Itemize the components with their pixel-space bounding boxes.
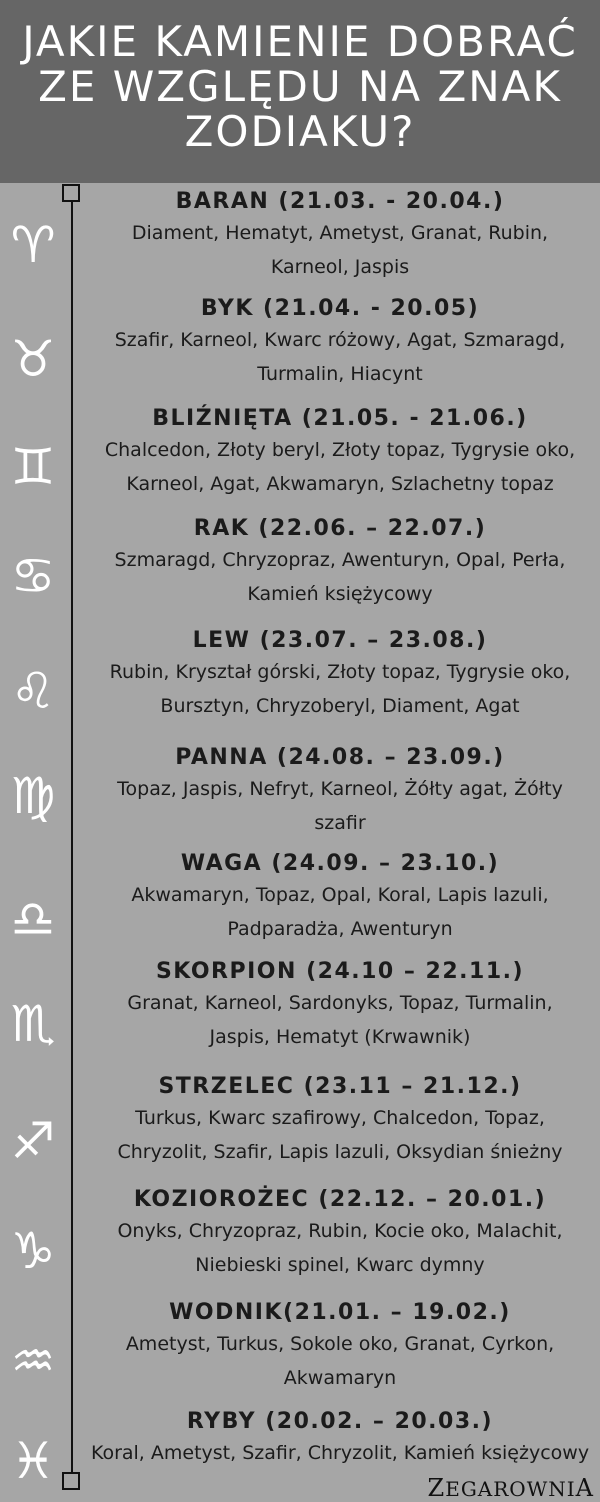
entry-stones-line-2: Padparadża, Awenturyn [227,918,453,940]
libra-icon: ♎ [10,890,56,948]
entry-stones-line-1: Koral, Ametyst, Szafir, Chryzolit, Kamień księżycowy [90,1442,590,1464]
entry-ryby [80,1408,600,1470]
entry-stones-line-1: Szmaragd, Chryzopraz, Awenturyn, Opal, Perła, [114,549,566,571]
brand-letters-middle: EGAROWNI [445,1477,576,1501]
header-banner [0,0,600,183]
entry-title: LEW (23.07. – 23.08.) [192,628,488,653]
entry-stones-line-1: Rubin, Kryształ górski, Złoty topaz, Tygrysie oko, [109,661,571,683]
cancer-icon: ♋ [10,547,56,605]
entry-stones-line-2: Kamień księżycowy [247,583,433,605]
timeline-line [71,192,73,1482]
entry-baran [80,188,600,284]
taurus-icon: ♉ [10,330,56,388]
entry-stones-line-2: Akwamaryn [283,1367,397,1389]
entry-title: WAGA (24.09. – 23.10.) [180,851,500,876]
entry-title: KOZIOROŻEC (22.12. – 20.01.) [133,1187,547,1212]
entry-stones-line-2: Chryzolit, Szafir, Lapis lazuli, Oksydian śnieżny [117,1141,563,1163]
entry-byk [80,295,600,391]
gemini-icon: ♊ [10,438,56,496]
brand-letter-first: Z [427,1474,446,1502]
entry-stones-line-2: Niebieski spinel, Kwarc dymny [195,1254,485,1276]
entry-title: BYK (21.04. - 20.05) [200,296,480,321]
entry-title: BLIŹNIĘTA (21.05. - 21.06.) [152,406,528,431]
entry-title: WODNIK(21.01. – 19.02.) [169,1300,511,1325]
entry-skorpion [80,958,600,1054]
entry-title: PANNA (24.08. – 23.09.) [175,745,505,770]
entry-stones-line-1: Topaz, Jaspis, Nefryt, Karneol, Żółty agat, Żółty [117,778,563,800]
leo-icon: ♌ [10,662,56,720]
header-title-line-3: ZODIAKU? [184,107,416,156]
timeline-bottom-marker [62,1472,80,1490]
entry-waga [80,850,600,946]
scorpio-icon: ♏ [10,995,56,1053]
entry-stones-line-2: Karneol, Agat, Akwamaryn, Szlachetny topaz [126,473,554,495]
aquarius-icon: ♒ [10,1332,56,1390]
entry-title: RYBY (20.02. – 20.03.) [186,1409,494,1434]
entry-koziorozec [80,1186,600,1282]
entry-stones-line-1: Granat, Karneol, Sardonyks, Topaz, Turmalin, [127,992,553,1014]
entry-stones-line-2: Karneol, Jaspis [270,256,410,278]
entry-panna [80,744,600,840]
entry-title: RAK (22.06. – 22.07.) [193,516,487,541]
entry-blizneta [80,405,600,501]
entry-rak [80,515,600,611]
entry-strzelec [80,1073,600,1169]
aries-icon: ♈ [10,216,56,274]
entry-stones-line-2: Jaspis, Hematyt (Krwawnik) [209,1026,471,1048]
timeline-top-marker [62,184,80,202]
entry-stones-line-1: Diament, Hematyt, Ametyst, Granat, Rubin, [131,222,549,244]
entry-wodnik [80,1299,600,1395]
entry-stones-line-1: Chalcedon, Złoty beryl, Złoty topaz, Tygrysie oko, [104,439,576,461]
brand-logo [428,1474,594,1502]
entry-stones-line-1: Akwamaryn, Topaz, Opal, Koral, Lapis lazuli, [131,884,549,906]
capricorn-icon: ♑ [10,1222,56,1280]
entry-stones-line-2: szafir [314,812,366,834]
virgo-icon: ♍ [10,767,56,825]
header-title-line-1: JAKIE KAMIENIE DOBRAĆ [22,17,578,66]
entry-stones-line-1: Szafir, Karneol, Kwarc różowy, Agat, Szmaragd, [114,329,566,351]
brand-letter-last: A [575,1474,594,1502]
entry-stones-line-2: Bursztyn, Chryzoberyl, Diament, Agat [160,695,520,717]
header-title-line-2: ZE WZGLĘDU NA ZNAK [38,62,562,111]
entry-lew [80,627,600,723]
sagittarius-icon: ♐ [10,1112,56,1170]
entry-stones-line-1: Ametyst, Turkus, Sokole oko, Granat, Cyrkon, [125,1333,555,1355]
entry-title: STRZELEC (23.11 – 21.12.) [158,1074,522,1099]
entry-stones-line-1: Turkus, Kwarc szafirowy, Chalcedon, Topaz, [135,1107,545,1129]
entry-stones-line-1: Onyks, Chryzopraz, Rubin, Kocie oko, Malachit, [117,1220,563,1242]
entry-stones-line-2: Turmalin, Hiacynt [257,363,423,385]
entry-title: SKORPION (24.10 – 22.11.) [155,959,525,984]
entry-title: BARAN (21.03. - 20.04.) [175,189,505,214]
pisces-icon: ♓ [10,1432,56,1490]
